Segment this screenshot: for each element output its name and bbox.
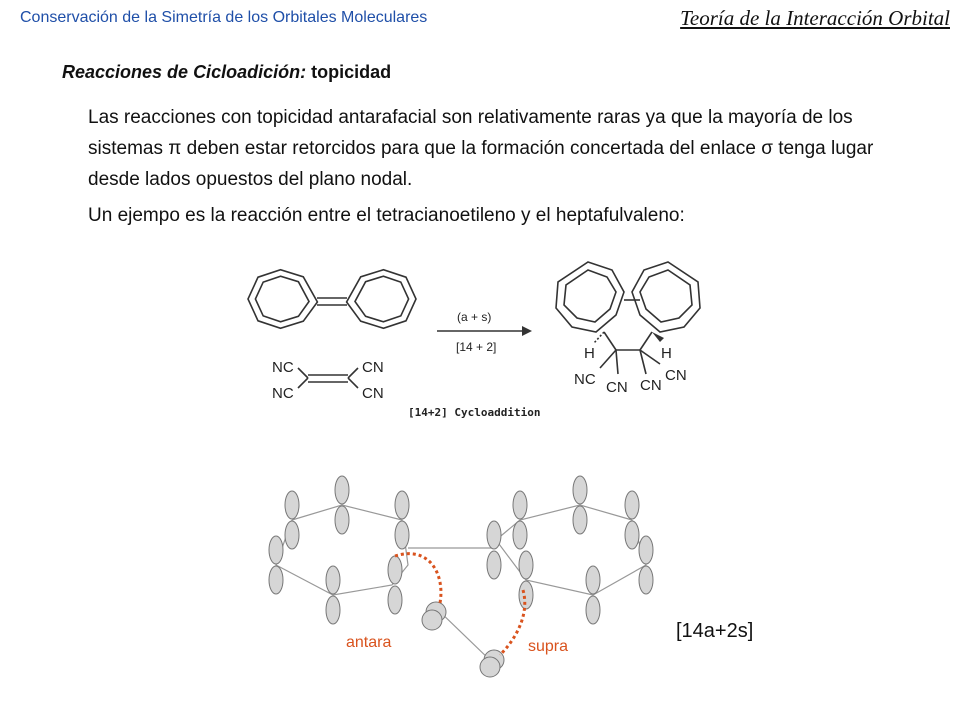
product-h-left: H xyxy=(584,345,595,362)
p-orbital-lobes xyxy=(269,476,653,677)
product-cn-1: NC xyxy=(574,371,596,388)
product-cn-2: CN xyxy=(606,379,628,396)
scheme-caption: [14+2] Cycloaddition xyxy=(408,406,541,419)
paragraph-topicity: Las reacciones con topicidad antarafacial son relativamente raras ya que la mayoría de los sistemas π deben estar retorcidos para que la formación concertada del enlace σ tenga lugar desde lados opuestos del plano nodal. xyxy=(88,107,874,190)
reactant-label-nc2: NC xyxy=(272,385,294,402)
notation-label: [14a+2s] xyxy=(676,620,754,642)
reactant-label-nc1: NC xyxy=(272,359,294,376)
section-title-rest: topicidad xyxy=(306,62,392,82)
product-cn-3: CN xyxy=(640,377,662,394)
reactant-label-cn2: CN xyxy=(362,385,384,402)
reactant-label-cn1: CN xyxy=(362,359,384,376)
arrow-label-top: (a + s) xyxy=(457,310,492,324)
section-title-italic: Reacciones de Cicloadición: xyxy=(62,62,307,82)
arrow-label-bottom: [14 + 2] xyxy=(456,340,497,354)
product-h-right: H xyxy=(661,345,672,362)
paragraph-example: Un ejempo es la reacción entre el tetracianoetileno y el heptafulvaleno: xyxy=(88,205,685,226)
header-right-title: Teoría de la Interacción Orbital xyxy=(680,6,950,30)
header-left-title: Conservación de la Simetría de los Orbitales Moleculares xyxy=(20,9,428,26)
product-cn-4: CN xyxy=(665,367,687,384)
antara-label: antara xyxy=(346,634,392,651)
supra-label: supra xyxy=(528,638,569,655)
